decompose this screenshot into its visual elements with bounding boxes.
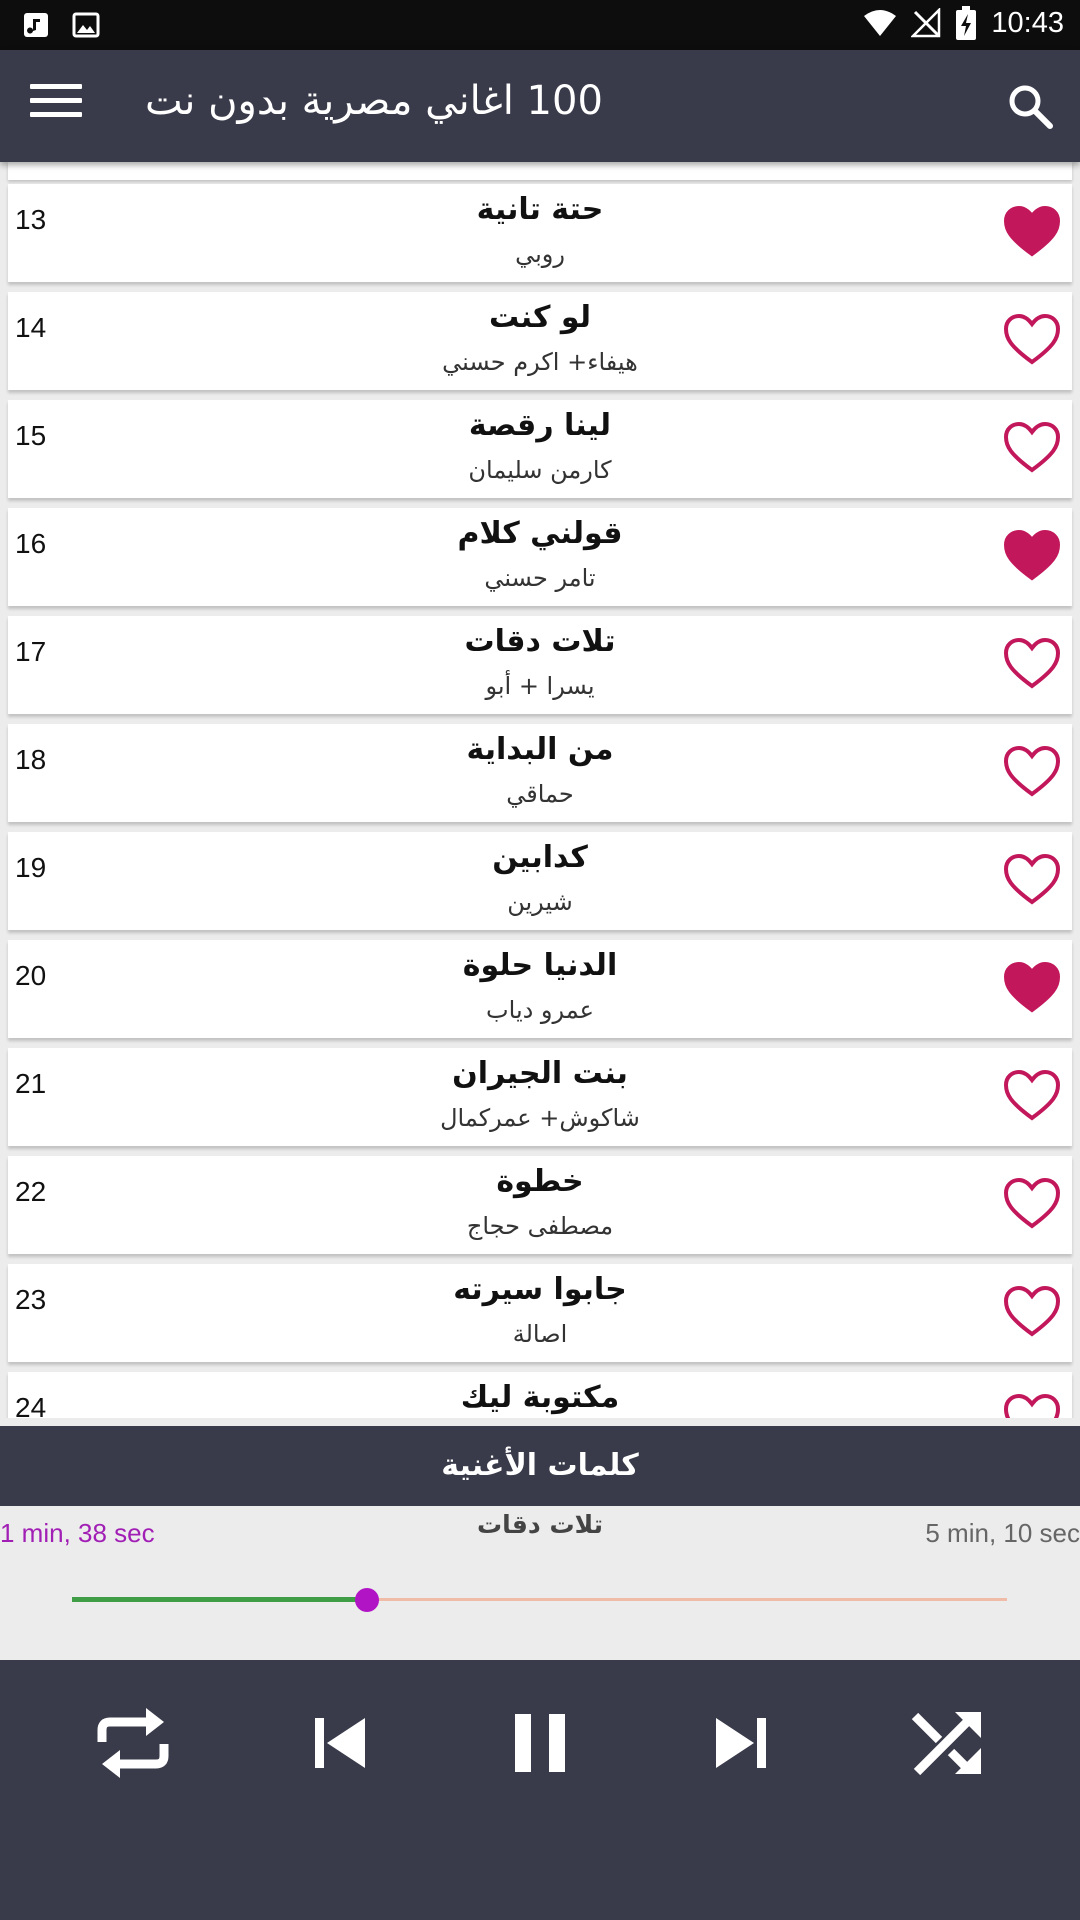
song-artist: تامر حسني — [484, 564, 596, 592]
music-note-icon — [22, 11, 50, 39]
song-title: قولني كلام — [457, 516, 623, 551]
heart-outline-icon[interactable] — [1004, 1178, 1060, 1230]
song-number: 19 — [15, 852, 47, 883]
now-playing-title: تلات دقات — [477, 1510, 603, 1539]
battery-charging-icon — [955, 6, 977, 40]
song-title: تلات دقات — [464, 624, 616, 659]
song-number: 14 — [15, 312, 47, 343]
song-artist: عمرو دياب — [486, 996, 594, 1024]
song-number: 20 — [15, 960, 47, 991]
app-bar — [0, 50, 1080, 162]
list-item[interactable] — [8, 832, 1072, 930]
next-icon[interactable] — [698, 1698, 788, 1788]
song-artist: هيفاء+ اكرم حسني — [442, 348, 638, 376]
heart-outline-icon[interactable] — [1004, 638, 1060, 690]
song-title: حتة تانية — [476, 192, 604, 227]
search-icon[interactable] — [1004, 80, 1056, 132]
song-artist: مصطفى حجاج — [466, 1212, 614, 1240]
list-item[interactable] — [8, 1156, 1072, 1254]
elapsed-time: 1 min, 38 sec — [0, 1518, 155, 1548]
song-number: 13 — [15, 204, 47, 235]
heart-outline-icon[interactable] — [1004, 854, 1060, 906]
app-title: 100 اغاني مصرية بدون نت — [145, 78, 603, 124]
heart-outline-icon[interactable] — [1004, 422, 1060, 474]
list-item[interactable] — [8, 292, 1072, 390]
shuffle-icon[interactable] — [903, 1698, 993, 1788]
song-number: 17 — [15, 636, 47, 667]
song-title: لينا رقصة — [468, 408, 612, 443]
list-item[interactable] — [8, 508, 1072, 606]
list-item[interactable] — [8, 400, 1072, 498]
heart-outline-icon[interactable] — [1004, 314, 1060, 366]
song-artist: روبي — [515, 240, 565, 268]
song-title: جابوا سيرته — [453, 1272, 627, 1307]
image-icon — [72, 11, 100, 39]
song-number: 23 — [15, 1284, 47, 1315]
heart-filled-icon[interactable] — [1004, 962, 1060, 1014]
song-title: لو كنت — [489, 300, 591, 335]
song-artist: حماقي — [506, 780, 574, 808]
heart-outline-icon[interactable] — [1004, 1070, 1060, 1122]
status-bar — [0, 0, 1080, 50]
hamburger-menu-icon[interactable] — [30, 84, 82, 128]
total-time: 5 min, 10 sec — [925, 1518, 1080, 1548]
song-number: 18 — [15, 744, 47, 775]
song-artist: شيرين — [507, 888, 573, 916]
song-artist: شاكوش+ عمركمال — [440, 1104, 640, 1132]
list-item[interactable] — [8, 940, 1072, 1038]
heart-outline-icon[interactable] — [1004, 746, 1060, 798]
heart-outline-icon[interactable] — [1004, 1394, 1060, 1418]
player-info — [0, 1506, 1080, 1660]
song-number: 22 — [15, 1176, 47, 1207]
song-title: بنت الجيران — [452, 1056, 628, 1091]
list-item[interactable] — [8, 616, 1072, 714]
list-item[interactable] — [8, 1048, 1072, 1146]
seek-bar[interactable] — [72, 1586, 1007, 1614]
song-number: 15 — [15, 420, 47, 451]
status-time: 10:43 — [991, 6, 1064, 39]
previous-icon[interactable] — [293, 1698, 383, 1788]
repeat-icon[interactable] — [88, 1698, 178, 1788]
seek-progress — [72, 1597, 367, 1602]
list-item[interactable] — [8, 1372, 1072, 1418]
list-item[interactable] — [8, 1264, 1072, 1362]
wifi-icon — [863, 8, 897, 38]
no-signal-icon — [911, 8, 941, 38]
song-list[interactable] — [0, 162, 1080, 1418]
song-number: 21 — [15, 1068, 47, 1099]
song-artist: يسرا + أبو — [485, 672, 595, 700]
pause-icon[interactable] — [495, 1698, 585, 1788]
song-artist: كارمن سليمان — [468, 456, 612, 484]
song-title: مكتوبة ليك — [460, 1380, 620, 1415]
list-item[interactable] — [8, 184, 1072, 282]
heart-filled-icon[interactable] — [1004, 530, 1060, 582]
heart-outline-icon[interactable] — [1004, 1286, 1060, 1338]
playback-controls — [0, 1660, 1080, 1920]
song-title: الدنيا حلوة — [462, 948, 618, 983]
song-artist: اصالة — [512, 1320, 568, 1348]
list-item[interactable] — [8, 724, 1072, 822]
song-title: كدابين — [492, 840, 588, 875]
lyrics-button[interactable]: كلمات الأغنية — [0, 1426, 1080, 1506]
seek-thumb[interactable] — [355, 1588, 379, 1612]
song-title: خطوة — [496, 1164, 584, 1199]
song-title: من البداية — [466, 732, 614, 767]
heart-filled-icon[interactable] — [1004, 206, 1060, 258]
song-number: 16 — [15, 528, 47, 559]
list-item-partial — [8, 162, 1072, 180]
song-number: 24 — [15, 1392, 47, 1418]
